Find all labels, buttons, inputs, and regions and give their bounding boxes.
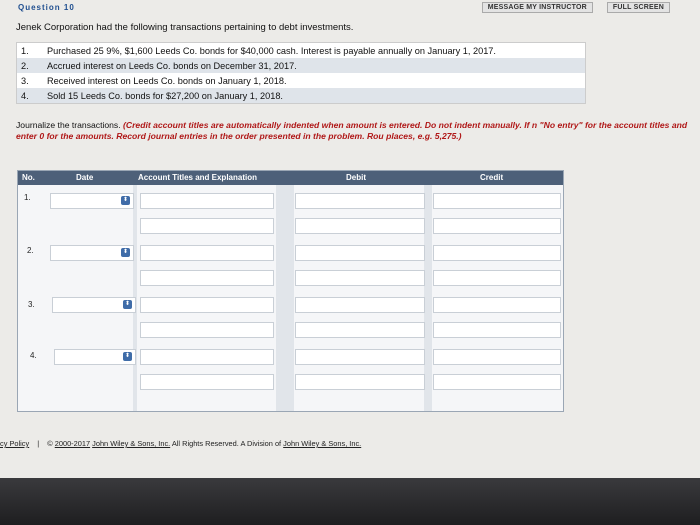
transaction-item (17, 58, 585, 73)
question-heading: Question 10 (18, 3, 75, 12)
header-credit: Credit (480, 173, 504, 182)
up-down-arrow-icon[interactable]: ⬍ (122, 249, 129, 255)
transaction-text: Purchased 25 9%, $1,600 Leeds Co. bonds for $40,000 cash. Interest is payable annually on January 1, 2017. (47, 45, 496, 56)
account-title-input[interactable] (140, 245, 274, 261)
transaction-text: Accrued interest on Leeds Co. bonds on December 31, 2017. (47, 60, 297, 71)
company-link[interactable]: John Wiley & Sons, Inc. (92, 439, 171, 448)
account-title-input[interactable] (140, 270, 274, 286)
up-down-arrow-icon[interactable]: ⬍ (124, 353, 131, 359)
journal-entry-table (17, 170, 564, 412)
monitor-bezel (0, 478, 700, 525)
debit-input[interactable] (295, 297, 425, 313)
transaction-item (17, 88, 585, 103)
entry-number: 1. (24, 193, 31, 202)
credit-input[interactable] (433, 297, 561, 313)
header-date: Date (76, 173, 94, 182)
debit-input[interactable] (295, 349, 425, 365)
entry-number: 4. (30, 351, 37, 360)
privacy-policy-link[interactable]: cy Policy (0, 439, 30, 448)
instruction-note: (Credit account titles are automatically indented when amount is entered. Do not indent manually. If n "No entry" for the account titles and enter 0 for the amounts. Record journal entries in the order presented in the problem. Rou places, e.g. 5,275.) (16, 120, 688, 141)
question-intro: Jenek Corporation had the following transactions pertaining to debt investments. (16, 22, 354, 33)
header-debit: Debit (346, 173, 366, 182)
transaction-text: Sold 15 Leeds Co. bonds for $27,200 on January 1, 2018. (47, 90, 283, 101)
debit-input[interactable] (295, 270, 425, 286)
date-select[interactable] (54, 349, 136, 365)
footer-separator: | (37, 439, 40, 448)
transaction-item (17, 43, 585, 58)
date-select[interactable] (50, 193, 134, 209)
account-title-input[interactable] (140, 349, 274, 365)
entry-number: 2. (27, 246, 34, 255)
transaction-number: 2. (21, 60, 29, 71)
table-header (18, 171, 563, 185)
transaction-text: Received interest on Leeds Co. bonds on January 1, 2018. (47, 75, 287, 86)
column-divider (276, 185, 294, 411)
header-no: No. (22, 173, 35, 182)
up-down-arrow-icon[interactable]: ⬍ (122, 197, 129, 203)
debit-input[interactable] (295, 374, 425, 390)
transaction-number: 3. (21, 75, 29, 86)
debit-input[interactable] (295, 218, 425, 234)
account-title-input[interactable] (140, 297, 274, 313)
account-title-input[interactable] (140, 218, 274, 234)
copyright-years-link[interactable]: 2000-2017 (54, 439, 91, 448)
transaction-list (16, 42, 586, 104)
debit-input[interactable] (295, 322, 425, 338)
credit-input[interactable] (433, 218, 561, 234)
credit-input[interactable] (433, 270, 561, 286)
credit-input[interactable] (433, 193, 561, 209)
date-select[interactable] (50, 245, 134, 261)
debit-input[interactable] (295, 193, 425, 209)
credit-input[interactable] (433, 374, 561, 390)
rights-text: All Rights Reserved. A Division of (171, 439, 282, 448)
transaction-number: 1. (21, 45, 29, 56)
credit-input[interactable] (433, 245, 561, 261)
credit-input[interactable] (433, 349, 561, 365)
header-account: Account Titles and Explanation (138, 173, 257, 182)
message-instructor-button[interactable]: MESSAGE MY INSTRUCTOR (482, 2, 593, 13)
up-down-arrow-icon[interactable]: ⬍ (124, 301, 131, 307)
page-footer (0, 439, 361, 448)
top-toolbar (482, 2, 670, 13)
debit-input[interactable] (295, 245, 425, 261)
date-select[interactable] (52, 297, 136, 313)
entry-number: 3. (28, 300, 35, 309)
transaction-item (17, 73, 585, 88)
journalize-text: Journalize the transactions. (16, 120, 121, 130)
transaction-number: 4. (21, 90, 29, 101)
column-divider (424, 185, 432, 411)
copyright-symbol: © (47, 439, 53, 448)
account-title-input[interactable] (140, 374, 274, 390)
account-title-input[interactable] (140, 322, 274, 338)
company-link-2[interactable]: John Wiley & Sons, Inc. (283, 439, 362, 448)
full-screen-button[interactable]: FULL SCREEN (607, 2, 670, 13)
journalize-instructions (16, 120, 700, 142)
credit-input[interactable] (433, 322, 561, 338)
account-title-input[interactable] (140, 193, 274, 209)
